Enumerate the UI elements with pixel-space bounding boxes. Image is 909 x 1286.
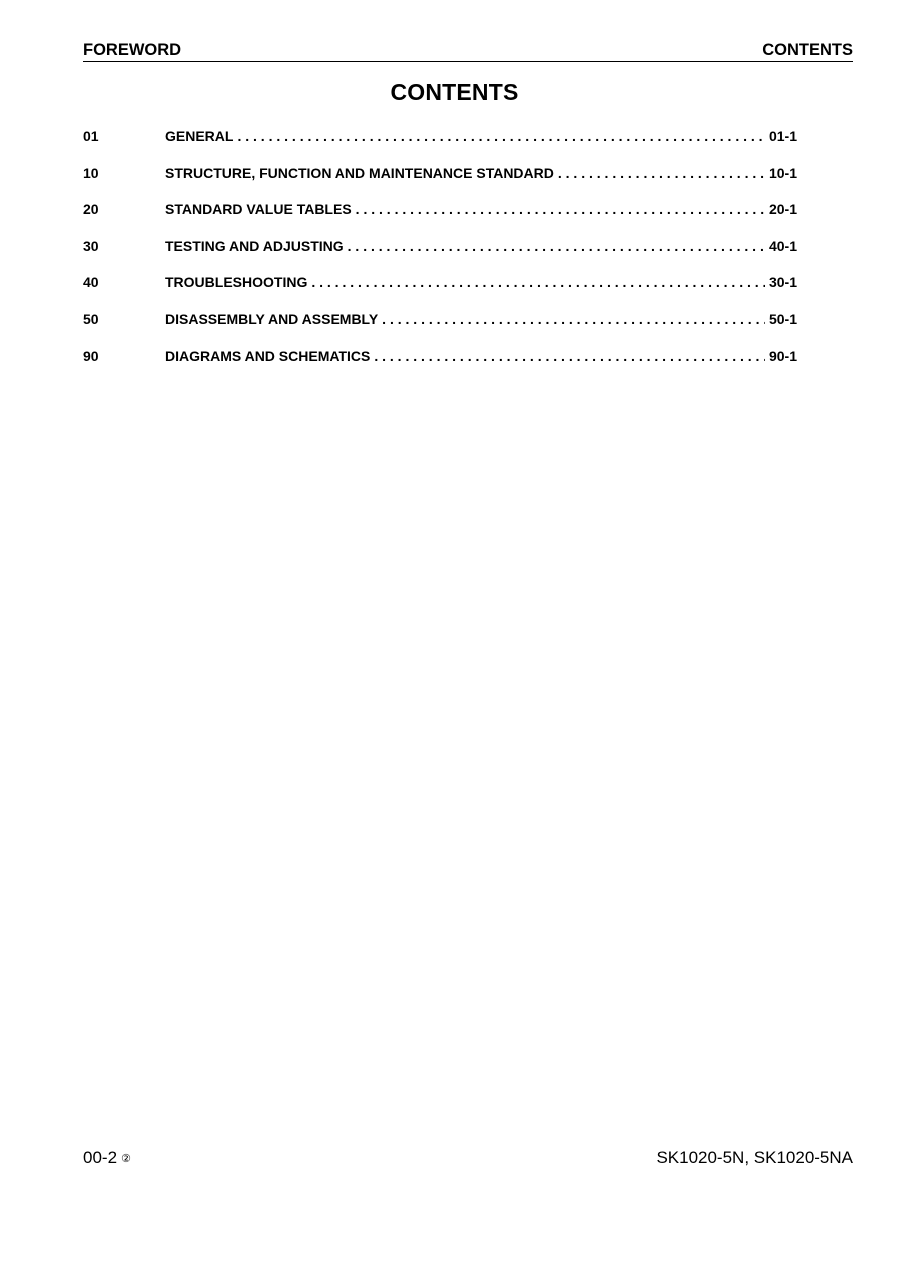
toc-number: 40 <box>83 274 99 291</box>
header-section-label: FOREWORD <box>83 41 182 59</box>
toc-number: 50 <box>83 310 99 327</box>
toc-title: DISASSEMBLY AND ASSEMBLY <box>165 310 379 327</box>
toc-leader-dots <box>382 311 765 327</box>
toc-title: DIAGRAMS AND SCHEMATICS <box>165 347 371 364</box>
toc-entry-90[interactable] <box>83 348 797 385</box>
toc-entry-10[interactable] <box>83 165 797 202</box>
toc-line <box>165 128 797 144</box>
toc-leader-dots <box>311 274 765 290</box>
toc-title: STANDARD VALUE TABLES <box>165 201 352 218</box>
toc-page: 50-1 <box>768 310 797 327</box>
toc-entry-40[interactable] <box>83 274 797 311</box>
toc-entry-50[interactable] <box>83 311 797 348</box>
toc-number: 10 <box>83 164 99 181</box>
page-title: CONTENTS <box>390 79 519 105</box>
toc-leader-dots <box>558 165 765 181</box>
revision-mark: ② <box>121 1153 131 1165</box>
toc-line <box>165 348 797 364</box>
footer-page-number: 00-2 <box>83 1148 118 1167</box>
toc-entry-20[interactable] <box>83 201 797 238</box>
toc-entry-01[interactable] <box>83 128 797 165</box>
toc-number: 30 <box>83 237 99 254</box>
toc-page: 90-1 <box>768 347 797 364</box>
footer-page-number-group <box>83 1148 131 1168</box>
table-of-contents <box>83 128 797 384</box>
toc-page: 40-1 <box>768 237 797 254</box>
toc-page: 01-1 <box>768 128 797 144</box>
toc-line <box>165 201 797 217</box>
header-chapter-label: CONTENTS <box>762 41 853 59</box>
toc-number: 20 <box>83 201 99 218</box>
toc-page: 30-1 <box>768 274 797 291</box>
toc-leader-dots <box>348 238 765 254</box>
toc-leader-dots <box>237 128 765 144</box>
toc-title: TESTING AND ADJUSTING <box>165 237 344 254</box>
toc-leader-dots <box>374 348 765 364</box>
toc-page: 20-1 <box>768 201 797 218</box>
toc-entry-30[interactable] <box>83 238 797 275</box>
toc-line <box>165 311 797 327</box>
toc-leader-dots <box>356 201 765 217</box>
page-header <box>83 40 853 62</box>
toc-page: 10-1 <box>768 164 797 181</box>
footer-model: SK1020-5N, SK1020-5NA <box>656 1148 853 1167</box>
toc-number: 90 <box>83 347 99 364</box>
toc-number: 01 <box>83 128 99 144</box>
toc-title: GENERAL <box>165 128 234 144</box>
toc-title: TROUBLESHOOTING <box>165 274 308 291</box>
toc-line <box>165 274 797 290</box>
toc-title: STRUCTURE, FUNCTION AND MAINTENANCE STANDARD <box>165 164 554 181</box>
toc-line <box>165 238 797 254</box>
toc-line <box>165 165 797 181</box>
